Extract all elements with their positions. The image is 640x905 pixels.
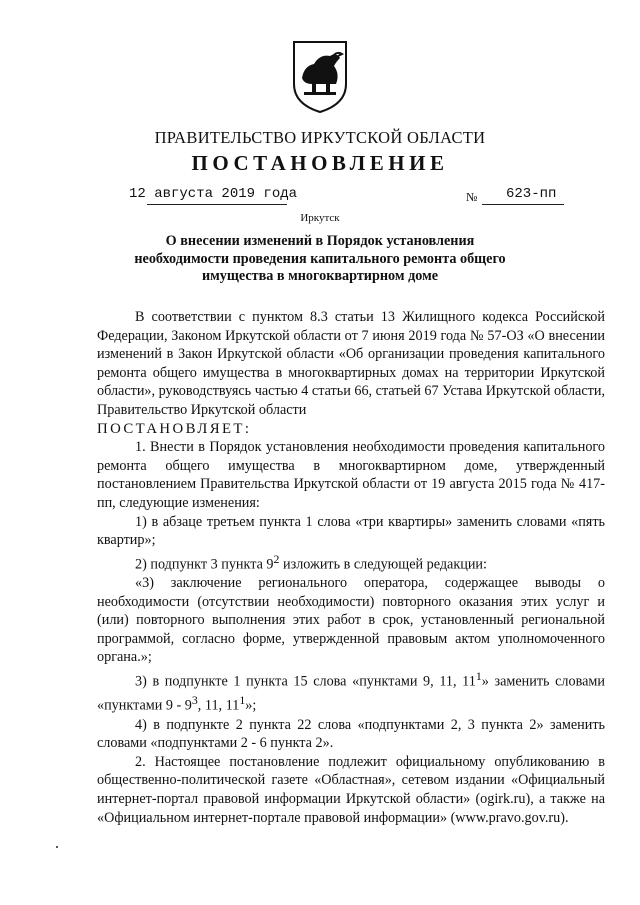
paragraph-1-1: 1) в абзаце третьем пункта 1 слова «три квартиры» заменить словами «пять квартир»; [97,513,605,549]
decree-title: О внесении изменений в Порядок установления необходимости проведения капитального ремонта общего имущества в многоквартирном доме [134,233,506,284]
paragraph-2: 2. Настоящее постановление подлежит официальному опубликованию в общественно-политической газете «Областная», сетевом издании «Официальный интернет-портал правовой информации Иркутской области» (ogirk.ru), а также на «Официальном интернет-портале правовой информации» (www.pravo.gov.ru). [97,753,605,826]
decree-body [97,308,605,827]
document-type: ПОСТАНОВЛЕНИЕ [191,151,449,175]
number-underline [482,204,564,205]
paragraph-1-2-quote: «3) заключение регионального оператора, содержащее выводы о необходимости (отсутствии необходимости) повторного оказания этих услуг и (или) повторного выполнения этих работ в срок, установленный региональной программой, согласно форме, утвержденной правовым актом уполномоченного органа.»; [97,575,605,666]
irkutsk-coat-of-arms [290,40,350,114]
intro-paragraph: В соответствии с пунктом 8.3 статьи 13 Жилищного кодекса Российской Федерации, Законом Иркутской области от 7 июня 2019 года № 57-ОЗ «О внесении изменений в Закон Иркутской области «Об организации проведения капитального ремонта общего имущества в многоквартирных домах на территории Иркутской области», руководствуясь частью 4 статьи 66, статьей 67 Устава Иркутской области, Правительство Иркутской области [97,309,605,418]
decree-date: 12 августа 2019 года [129,186,298,202]
number-sign: № [466,190,478,204]
date-underline [147,204,287,205]
paragraph-1-2: 2) подпункт 3 пункта $9^2$ изложить в следующей редакции: [135,551,487,573]
decree-number: 623-пп [506,186,557,202]
resolves-heading: ПОСТАНОВЛЯЕТ: [97,420,252,437]
government-name: ПРАВИТЕЛЬСТВО ИРКУТСКОЙ ОБЛАСТИ [154,128,486,147]
paragraph-1-4: 4) в подпункте 2 пункта 22 слова «подпунктами 2, 3 пункта 2» заменить словами «подпунктами 2 - 6 пункта 2». [97,716,605,752]
paragraph-1: 1. Внести в Порядок установления необходимости проведения капитального ремонта общего имущества в многоквартирном доме, утвержденный постановлением Правительства Иркутской области от 19 августа 2015 года № 417-пп, следующие изменения: [97,439,605,511]
scan-speck [56,846,58,848]
city: Иркутск [300,212,340,224]
paragraph-1-3: 3) в подпункте 1 пункта 15 слова «пунктами 9, 11, $11^1$» заменить словами «пунктами $9 - 9^3$, 11, $11^1$»; [97,669,605,715]
